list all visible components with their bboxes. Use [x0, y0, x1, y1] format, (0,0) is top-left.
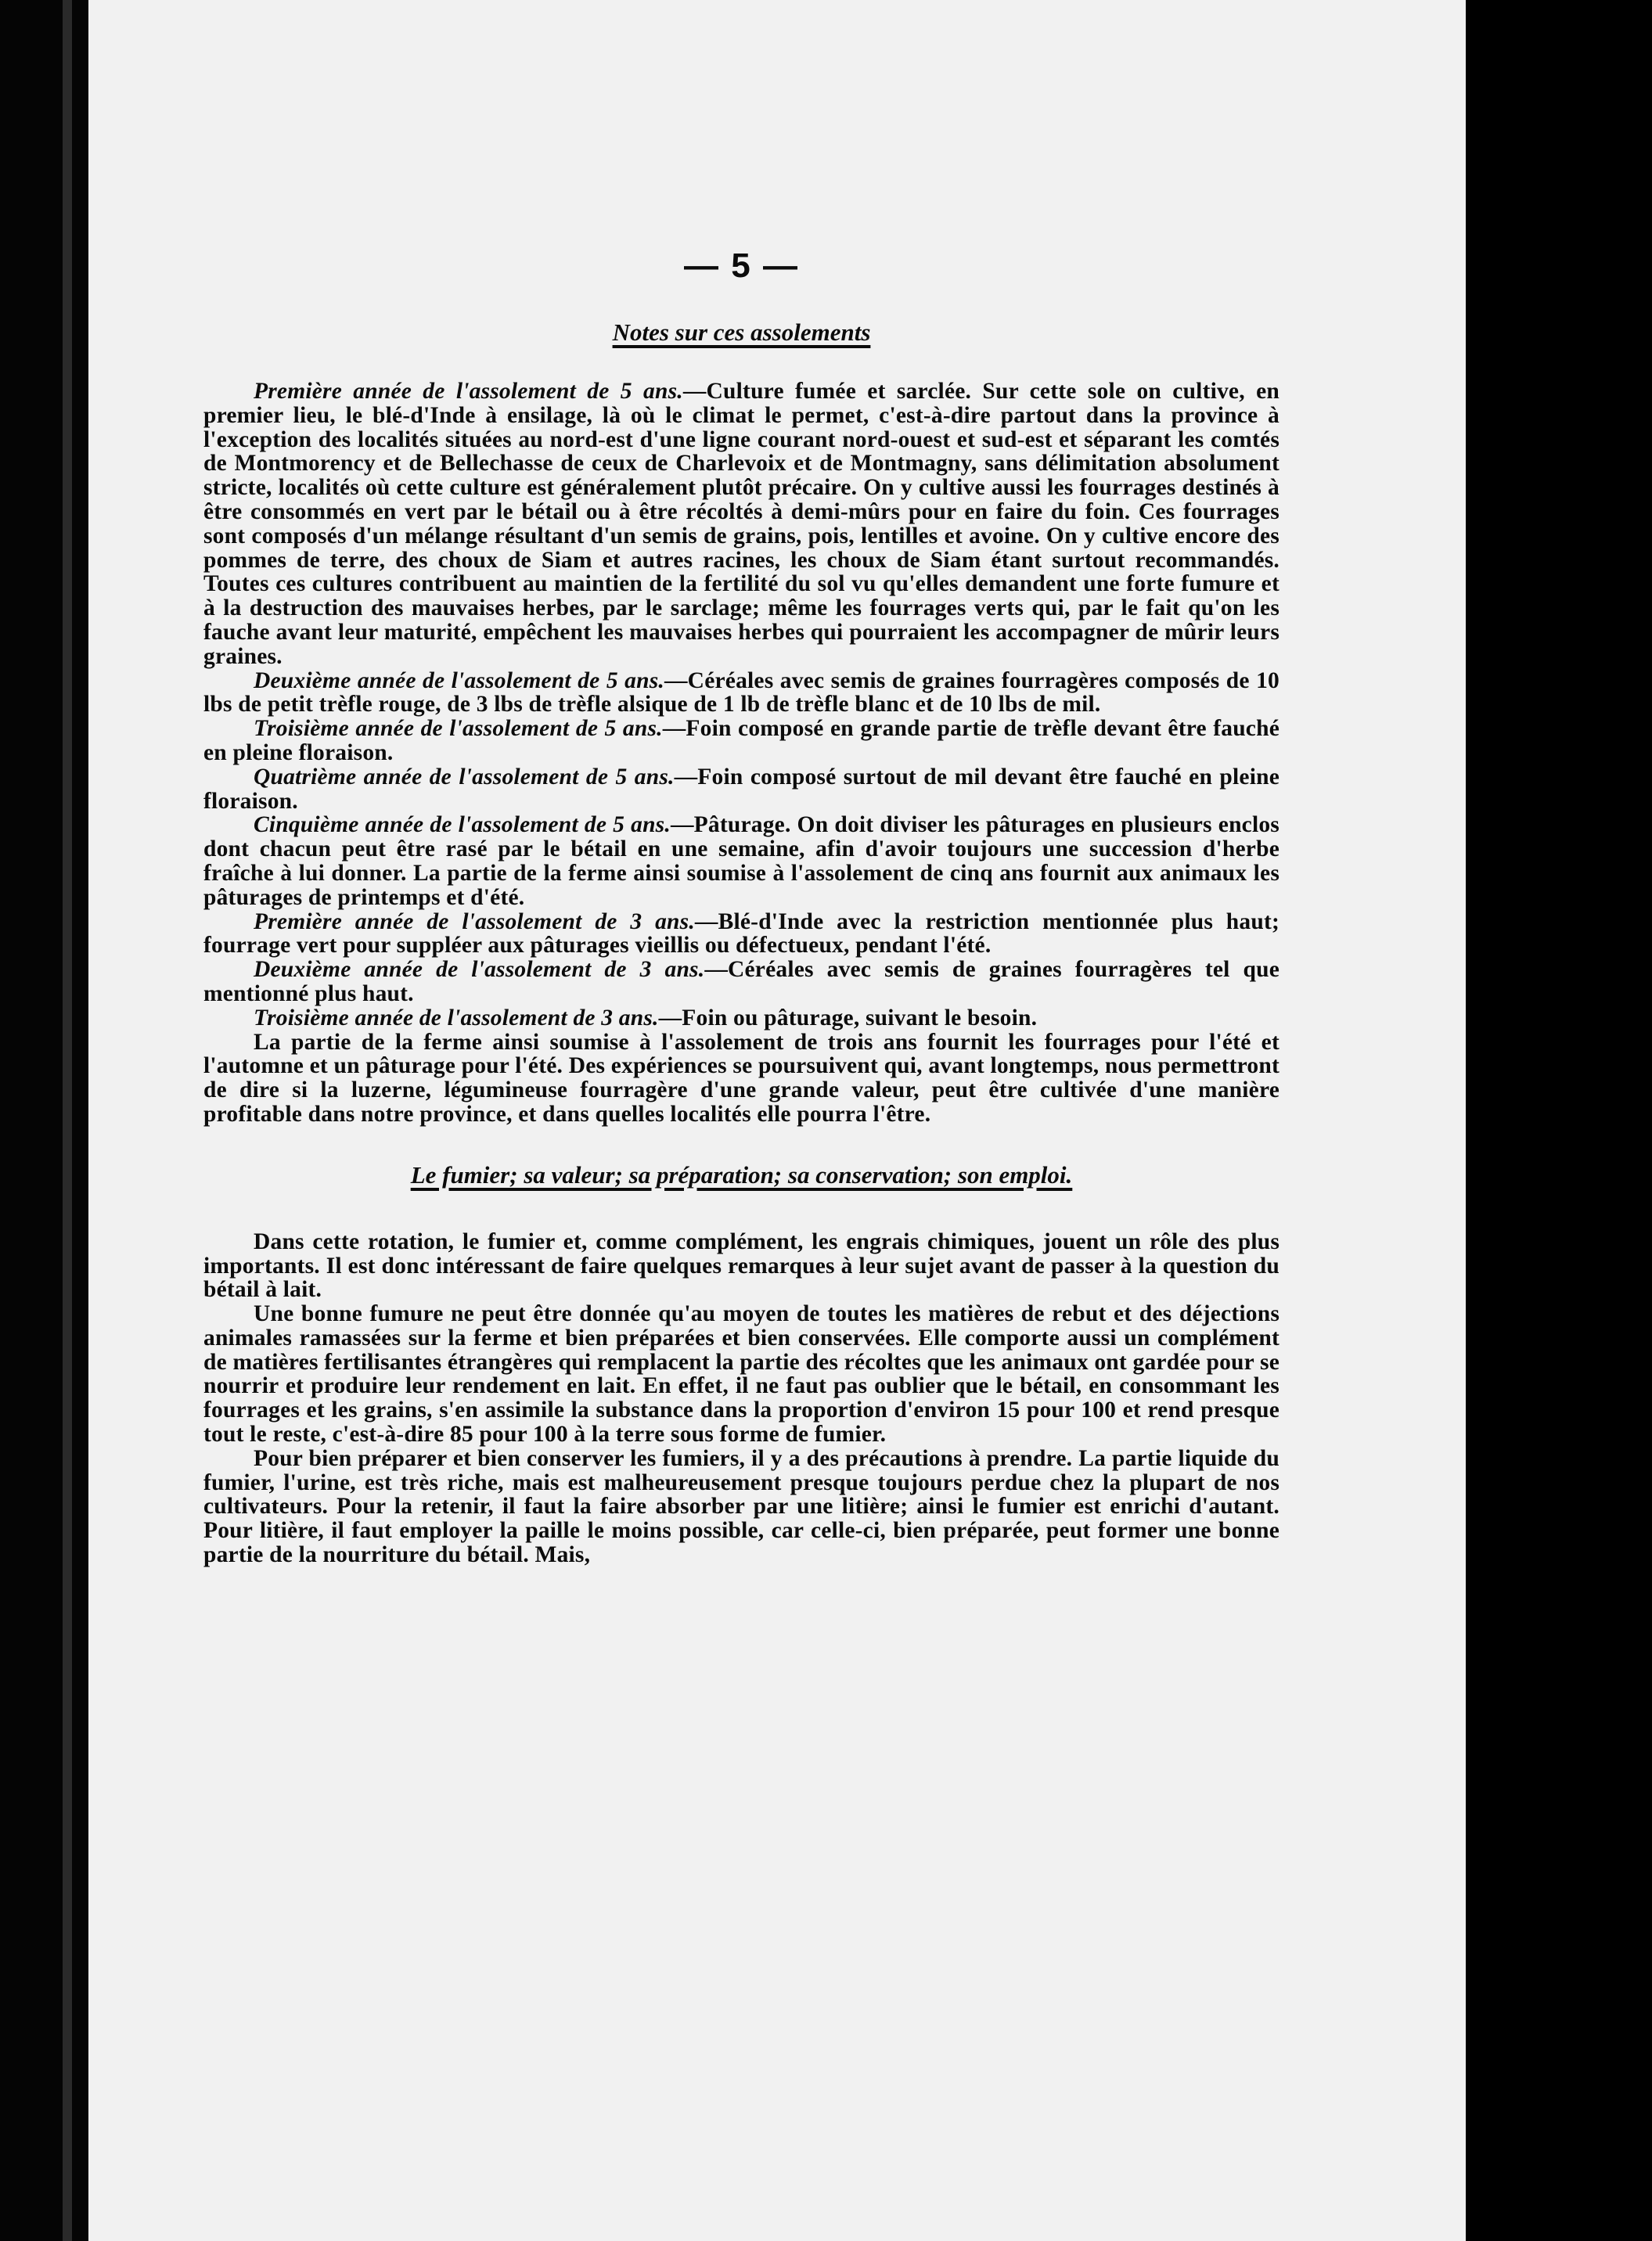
paragraph-text: —Foin ou pâturage, suivant le besoin.: [658, 1005, 1038, 1031]
paragraph-text: —Culture fumée et sarclée. Sur cette sole on cultive, en premier lieu, le blé-d'Inde à ensilage, là où le climat le permet, c'est-à-dire partout dans la province à l'exception des localités situées au nord-est d'une ligne courant nord-ouest et sud-est et séparant les comtés de Montmorency et de Bellechasse de ceux de Charlevoix et de Montmagny, sans délimitation absolument stricte, localités où cette culture est généralement plutôt précaire. On y cultive aussi les fourrages destinés à être consommés en vert par le bétail ou à être récoltés à demi-mûrs pour en faire du foin. Ces fourrages sont composés d'un mélange résultant d'un semis de grains, pois, lentilles et avoine. On y cultive encore des pommes de terre, des choux de Siam et autres racines, les choux de Siam étant surtout recommandés. Toutes ces cultures contribuent au maintien de la fertilité du sol vu qu'elles demandent une forte fumure et à la destruction des mauvaises herbes, par le sarclage; même les fourrages verts qui, par le fait qu'on les fauche avant leur maturité, empêchent les mauvaises herbes qui pourraient les accompagner de mûrir leurs graines.: [203, 379, 1279, 669]
paragraph-lead: Troisième année de l'assolement de 3 ans.: [254, 1005, 659, 1031]
paragraph: Une bonne fumure ne peut être donnée qu'au moyen de toutes les matières de rebut et des déjections animales ramassées sur la ferme et bien préparées et bien conservées. Elle comporte aussi un complément de matières fertilisantes étrangères qui remplacent la partie des récoltes que les animaux ont gardée pour se nourrir et produire leur rendement en lait. En effet, il ne faut pas oublier que le bétail, en consommant les fourrages et les grains, s'en assimile la substance dans la proportion d'environ 15 pour 100 et rend presque tout le reste, c'est-à-dire 85 pour 100 à la terre sous forme de fumier.: [203, 1301, 1279, 1448]
paragraph-lead: Quatrième année de l'assolement de 5 ans.: [254, 764, 675, 790]
paragraph-text: —Blé-d'Inde avec la restriction mentionnée plus haut; fourrage vert pour suppléer aux pâturages vieillis ou défectueux, pendant l'été.: [203, 908, 1279, 959]
paragraph: [203, 1006, 1279, 1031]
paragraph-lead: Première année de l'assolement de 5 ans.: [254, 379, 683, 404]
section-title-assolements: Notes sur ces assolements: [612, 318, 871, 346]
paragraph-text: —Foin composé en grande partie de trèfle devant être fauché en pleine floraison.: [203, 716, 1279, 765]
paragraph: [203, 1031, 1279, 1127]
paragraph: [203, 765, 1279, 814]
binding-line: [63, 0, 72, 2241]
paragraph-text: La partie de la ferme ainsi soumise à l'assolement de trois ans fournit les fourrages pour l'été et l'automne et un pâturage pour l'été. Des expériences se poursuivent qui, avant longtemps, nous permettront de dire si la luzerne, légumineuse fourragère d'une grande valeur, peut être cultivée d'une manière profitable dans notre province, et dans quelles localités elle pourra l'être.: [203, 1029, 1279, 1127]
paragraph: [203, 910, 1279, 959]
paragraph: [203, 669, 1279, 718]
paragraph: [203, 813, 1279, 909]
page-content: [203, 246, 1279, 1567]
paragraph-text: —Foin composé surtout de mil devant être fauché en pleine floraison.: [203, 764, 1280, 814]
scan-border: [1466, 0, 1652, 2241]
paragraph: Dans cette rotation, le fumier et, comme complément, les engrais chimiques, jouent un rôle des plus importants. Il est donc intéressant de faire quelques remarques à leur sujet avant de passer à la question du bétail à lait.: [203, 1228, 1279, 1303]
page-number: — 5 —: [684, 246, 799, 285]
paragraph-lead: Deuxième année de l'assolement de 5 ans.: [254, 667, 664, 693]
paragraph-lead: Deuxième année de l'assolement de 3 ans.: [254, 957, 705, 983]
paragraph-lead: Cinquième année de l'assolement de 5 ans.: [254, 812, 671, 838]
paragraph: Pour bien préparer et bien conserver les fumiers, il y a des précautions à prendre. La partie liquide du fumier, l'urine, est très riche, mais est malheureusement presque toujours perdue chez la plupart de nos cultivateurs. Pour la retenir, il faut la faire absorber par une litière; ainsi le fumier est enrichi d'autant. Pour litière, il faut employer la paille le moins possible, car celle-ci, bien préparée, peut former une bonne partie de la nourriture du bétail. Mais,: [203, 1445, 1279, 1568]
paragraph: [203, 717, 1279, 765]
paragraph: [203, 958, 1279, 1006]
paragraph-lead: Troisième année de l'assolement de 5 ans.: [254, 716, 663, 742]
paragraph-text: —Pâturage. On doit diviser les pâturages en plusieurs enclos dont chacun peut être rasé par le bétail en une semaine, afin d'avoir toujours une succession d'herbe fraîche à lui donner. La partie de la ferme ainsi soumise à l'assolement de cinq ans fournit aux animaux les pâturages de printemps et d'été.: [203, 812, 1279, 910]
paragraph-text: —Céréales avec semis de graines fourragères tel que mentionné plus haut.: [203, 957, 1279, 1006]
paragraph-lead: Première année de l'assolement de 3 ans.: [254, 908, 695, 934]
paragraph-text: —Céréales avec semis de graines fourragères composés de 10 lbs de petit trèfle rouge, de 3 lbs de trèfle alsique de 1 lb de trèfle blanc et de 10 lbs de mil.: [203, 667, 1279, 718]
binding-strip: [0, 0, 90, 2241]
section-title-fumier: Le fumier; sa valeur; sa préparation; sa conservation; son emploi.: [410, 1160, 1073, 1189]
paragraph: [203, 379, 1279, 669]
